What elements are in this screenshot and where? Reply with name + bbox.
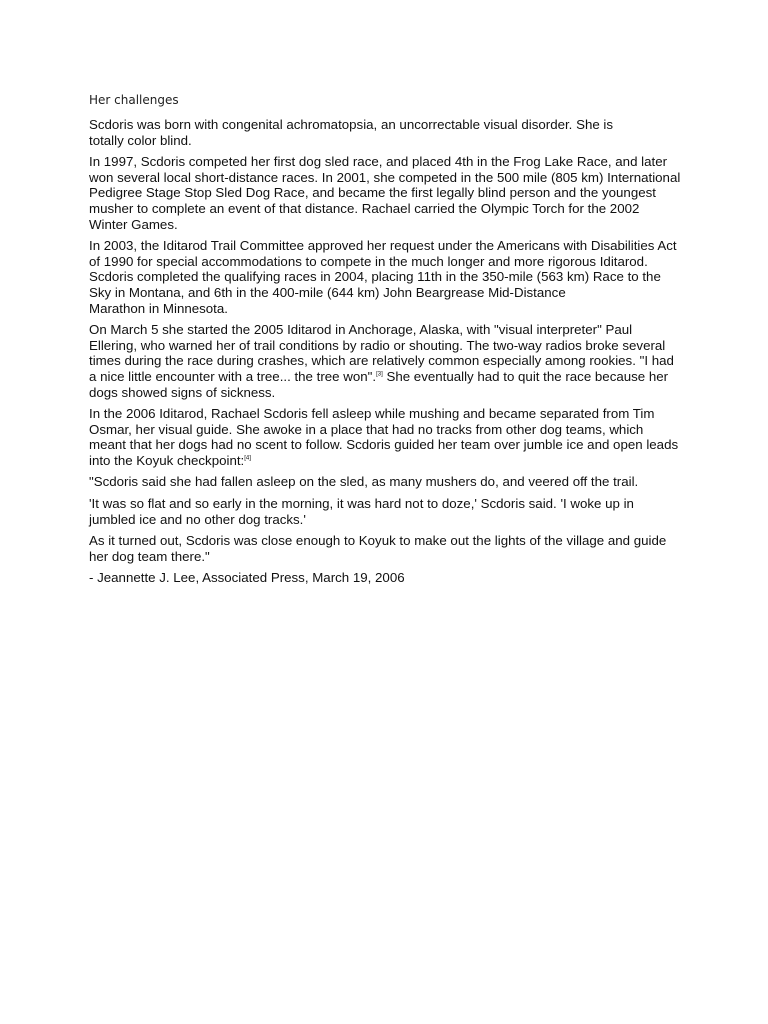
text-line: "Scdoris said she had fallen asleep on the sled, as many mushers do, and veered off the trail. (89, 474, 639, 490)
text-line: Scdoris completed the qualifying races in 2004, placing 11th in the 350-mile (563 km) Race to the (89, 269, 661, 285)
text-line: In 2003, the Iditarod Trail Committee approved her request under the Americans with Disabilities Act (89, 238, 677, 254)
text-line: In the 2006 Iditarod, Rachael Scdoris fell asleep while mushing and became separated from Tim (89, 406, 655, 422)
document-page (89, 92, 689, 592)
text-line: totally color blind. (89, 132, 192, 148)
text-line: her dog team there." (89, 548, 210, 564)
text-line (89, 369, 689, 385)
text-line: of 1990 for special accommodations to compete in the much longer and more rigorous Iditarod. (89, 253, 648, 269)
text-line: Marathon in Minnesota. (89, 300, 228, 316)
paragraph-2005-iditarod (89, 322, 689, 400)
text-segment: into the Koyuk checkpoint: (89, 452, 245, 468)
text-line: times during the race during crashes, which are relatively common especially among rookies. "I had (89, 353, 674, 369)
text-line: Osmar, her visual guide. She awoke in a place that had no tracks from other dog teams, which (89, 421, 644, 437)
text-line: On March 5 she started the 2005 Iditarod in Anchorage, Alaska, with "visual interpreter" Paul (89, 322, 633, 338)
text-line: Ellering, who warned her of trail conditions by radio or shouting. The two-way radios broke several (89, 337, 666, 353)
text-line: - Jeannette J. Lee, Associated Press, March 19, 2006 (89, 570, 405, 586)
text-line: Pedigree Stage Stop Sled Dog Race, and became the first legally blind person and the youngest (89, 185, 656, 201)
text-line: Scdoris was born with congenital achromatopsia, an uncorrectable visual disorder. She is (89, 117, 614, 132)
text-line: Winter Games. (89, 216, 178, 232)
text-line: In 1997, Scdoris competed her first dog sled race, and placed 4th in the Frog Lake Race, and later (89, 154, 668, 170)
text-line: As it turned out, Scdoris was close enough to Koyuk to make out the lights of the village and guide (89, 533, 667, 549)
quote-paragraph-koyuk-lights (89, 533, 689, 564)
text-line (89, 453, 689, 469)
text-line: jumbled ice and no other dog tracks.' (89, 511, 306, 527)
text-line: meant that her dogs had no scent to follow. Scdoris guided her team over jumble ice and open leads (89, 437, 679, 453)
text-line: dogs showed signs of sickness. (89, 384, 276, 400)
paragraph-2006-iditarod (89, 406, 689, 468)
citation-link[interactable]: [3] (376, 371, 383, 378)
quote-paragraph-flat-morning (89, 496, 689, 527)
text-segment: a nice little encounter with a tree... the tree won". (89, 368, 377, 384)
text-segment: She eventually had to quit the race because her (382, 368, 669, 384)
paragraph-iditarod-approval (89, 238, 689, 316)
quote-paragraph-fell-asleep (89, 474, 689, 490)
text-line: 'It was so flat and so early in the morning, it was hard not to doze,' Scdoris said. 'I woke up in (89, 496, 634, 512)
text-line: won several local short-distance races. In 2001, she competed in the 500 mile (805 km) International (89, 169, 681, 185)
text-line: Sky in Montana, and 6th in the 400-mile (644 km) John Beargrease Mid-Distance (89, 284, 566, 300)
section-heading: Her challenges (89, 93, 179, 107)
paragraph-achromatopsia (89, 117, 689, 148)
citation-link[interactable]: [4] (244, 455, 251, 462)
paragraph-first-race (89, 154, 689, 232)
text-line: musher to complete an event of that distance. Rachael carried the Olympic Torch for the 2002 (89, 200, 640, 216)
quote-attribution (89, 570, 689, 586)
